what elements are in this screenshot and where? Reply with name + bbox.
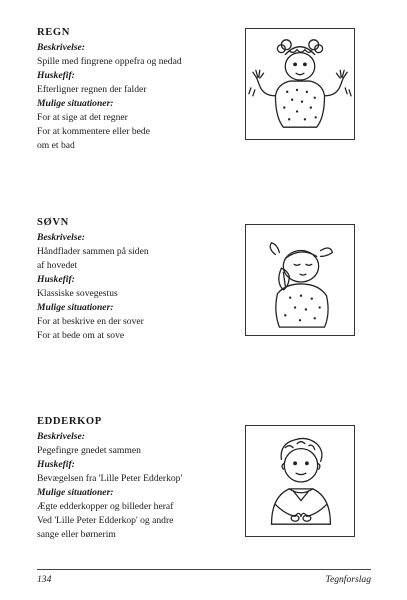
page-number: 134 bbox=[37, 574, 52, 585]
description-line: Spille med fingrene oppefra og nedad bbox=[37, 56, 182, 67]
description-heading: Beskrivelse: bbox=[37, 232, 85, 243]
memo-heading: Huskefif: bbox=[37, 70, 75, 81]
sleep-sign-illustration bbox=[245, 224, 355, 336]
description-line: af hovedet bbox=[37, 260, 78, 271]
situations-heading: Mulige situationer: bbox=[37, 302, 114, 313]
entry-title: REGN bbox=[37, 27, 71, 38]
description-line: Pegefingre gnedet sammen bbox=[37, 445, 141, 456]
memo-line: Efterligner regnen der falder bbox=[37, 84, 147, 95]
rain-sign-illustration bbox=[245, 28, 355, 140]
situation-line: For at sige at det regner bbox=[37, 112, 128, 123]
child-spider-gesture-drawing bbox=[246, 426, 354, 536]
description-heading: Beskrivelse: bbox=[37, 42, 85, 53]
child-sleep-gesture-drawing bbox=[246, 225, 354, 335]
memo-heading: Huskefif: bbox=[37, 459, 75, 470]
footer-divider bbox=[37, 569, 371, 570]
memo-line: Klassiske sovegestus bbox=[37, 288, 118, 299]
situations-heading: Mulige situationer: bbox=[37, 487, 114, 498]
memo-line: Bevægelsen fra 'Lille Peter Edderkop' bbox=[37, 473, 183, 484]
situation-line: Ægte edderkopper og billeder heraf bbox=[37, 501, 174, 512]
situation-line: For at bede om at sove bbox=[37, 330, 125, 341]
child-rain-gesture-drawing bbox=[246, 29, 354, 139]
description-line: Håndflader sammen på siden bbox=[37, 246, 149, 257]
situation-line: For at kommentere eller bede bbox=[37, 126, 150, 137]
spider-sign-illustration bbox=[245, 425, 355, 537]
entry-title: EDDERKOP bbox=[37, 416, 102, 427]
situation-line: sange eller børnerim bbox=[37, 529, 116, 540]
entry-edderkop bbox=[37, 415, 247, 542]
situation-line: For at beskrive en der sover bbox=[37, 316, 144, 327]
section-name: Tegnforslag bbox=[325, 574, 371, 585]
entry-regn bbox=[37, 26, 247, 153]
description-heading: Beskrivelse: bbox=[37, 431, 85, 442]
situation-line: Ved 'Lille Peter Edderkop' og andre bbox=[37, 515, 174, 526]
entry-title: SØVN bbox=[37, 217, 69, 228]
memo-heading: Huskefif: bbox=[37, 274, 75, 285]
situation-line: om et bad bbox=[37, 140, 75, 151]
entry-sovn bbox=[37, 216, 247, 343]
situations-heading: Mulige situationer: bbox=[37, 98, 114, 109]
